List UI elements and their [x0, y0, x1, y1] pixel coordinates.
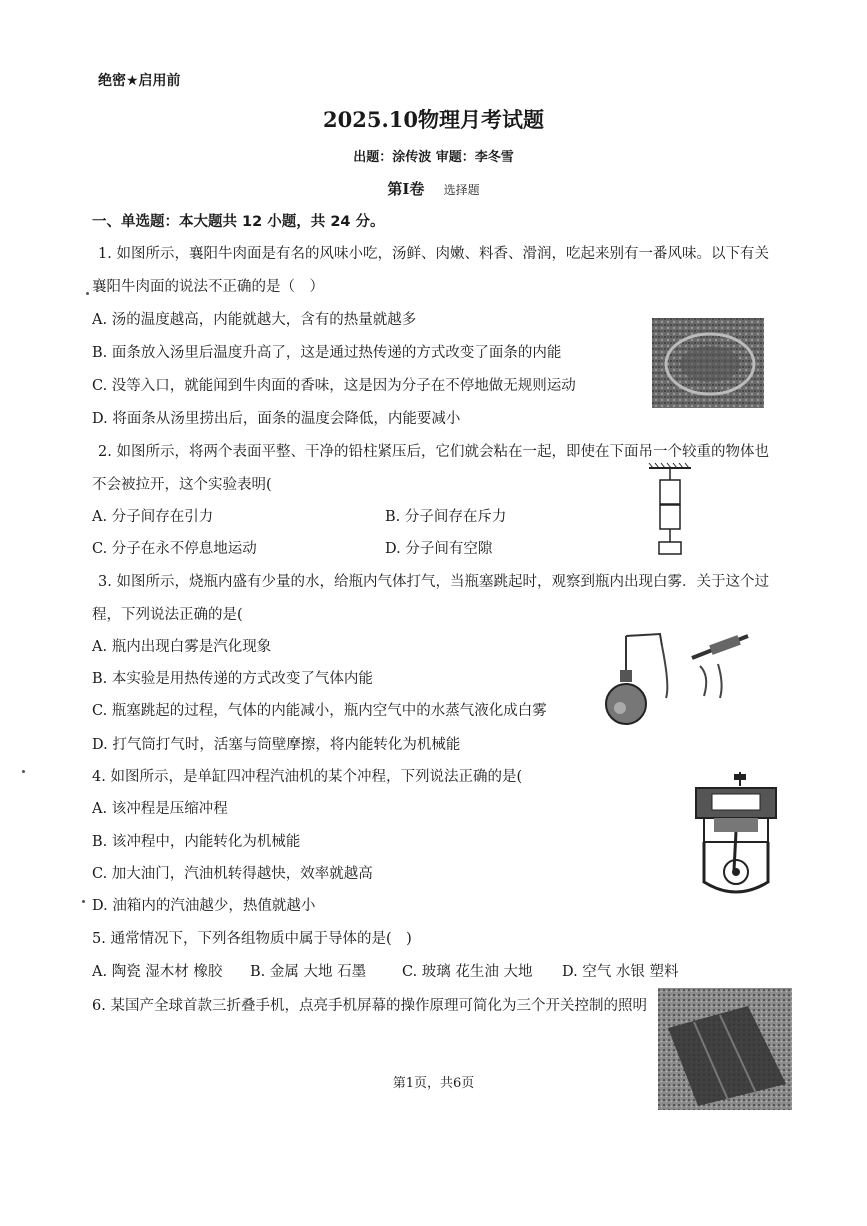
authors-line: 出题：涂传波 审题：李冬雪	[353, 150, 514, 165]
flask-pump-figure	[600, 626, 760, 726]
scan-speck	[22, 770, 25, 773]
q1-stem-line1: 1. 如图所示，襄阳牛肉面是有名的风味小吃，汤鲜、肉嫩、料香、滑润，吃起来别有一番风味。以下有关	[98, 246, 769, 262]
exam-title: 2025.10物理月考试题	[323, 107, 544, 132]
section-heading: 一、单选题：本大题共 12 小题，共 24 分。	[92, 214, 385, 230]
q3-option-d: D. 打气筒打气时，活塞与筒壁摩擦，将内能转化为机械能	[92, 737, 461, 753]
q2-option-d: D. 分子间有空隙	[385, 541, 493, 557]
q3-option-b: B. 本实验是用热传递的方式改变了气体内能	[92, 671, 373, 687]
scan-speck	[82, 900, 85, 903]
volume-extra: 选择题	[443, 183, 480, 197]
folding-phone-photo	[658, 988, 792, 1110]
q4-option-a: A. 该冲程是压缩冲程	[92, 801, 228, 817]
beef-noodle-photo	[652, 318, 764, 408]
q2-stem-line1: 2. 如图所示，将两个表面平整、干净的铅柱紧压后，它们就会粘在一起，即使在下面吊一个较重的物体也	[98, 444, 769, 460]
q4-stem-line1: 4. 如图所示，是单缸四冲程汽油机的某个冲程，下列说法正确的是(	[92, 769, 523, 785]
q1-stem-line2: 襄阳牛肉面的说法不正确的是（ ）	[92, 279, 324, 295]
secret-mark: 绝密★启用前	[98, 73, 181, 89]
q4-option-d: D. 油箱内的汽油越少，热值就越小	[92, 898, 316, 914]
volume-heading	[0, 178, 867, 199]
q5-stem-line1: 5. 通常情况下，下列各组物质中属于导体的是( )	[92, 931, 412, 947]
q4-option-b: B. 该冲程中，内能转化为机械能	[92, 834, 301, 850]
q5-option-a: A. 陶瓷 湿木材 橡胶	[92, 964, 223, 980]
q1-option-d: D. 将面条从汤里捞出后，面条的温度会降低，内能要减小	[92, 411, 461, 427]
lead-cylinders-figure	[645, 462, 695, 558]
q3-option-c: C. 瓶塞跳起的过程，气体的内能减小，瓶内空气中的水蒸气液化成白雾	[92, 703, 547, 719]
q2-option-a: A. 分子间存在引力	[92, 509, 214, 525]
scan-speck	[86, 292, 89, 295]
q2-option-c: C. 分子在永不停息地运动	[92, 541, 257, 557]
q5-option-b: B. 金属 大地 石墨	[250, 964, 367, 980]
q2-stem-line2: 不会被拉开，这个实验表明(	[92, 477, 272, 493]
engine-cylinder-figure	[690, 772, 782, 900]
q3-stem-line1: 3. 如图所示，烧瓶内盛有少量的水，给瓶内气体打气，当瓶塞跳起时，观察到瓶内出现白雾．关于这个过	[98, 574, 769, 590]
q2-option-b: B. 分子间存在斥力	[385, 509, 507, 525]
q5-option-c: C. 玻璃 花生油 大地	[402, 964, 533, 980]
q6-stem-line1: 6. 某国产全球首款三折叠手机，点亮手机屏幕的操作原理可简化为三个开关控制的照明	[92, 998, 647, 1014]
q1-option-c: C. 没等入口，就能闻到牛肉面的香味，这是因为分子在不停地做无规则运动	[92, 378, 576, 394]
q4-option-c: C. 加大油门，汽油机转得越快，效率就越高	[92, 866, 373, 882]
q1-option-a: A. 汤的温度越高，内能就越大，含有的热量就越多	[92, 312, 417, 328]
q5-option-d: D. 空气 水银 塑料	[562, 964, 679, 980]
page-footer: 第1页，共6页	[392, 1076, 475, 1091]
q3-option-a: A. 瓶内出现白雾是汽化现象	[92, 639, 272, 655]
q3-stem-line2: 程，下列说法正确的是(	[92, 607, 243, 623]
q1-option-b: B. 面条放入汤里后温度升高了，这是通过热传递的方式改变了面条的内能	[92, 345, 562, 361]
volume-label: 第I卷	[387, 180, 425, 198]
